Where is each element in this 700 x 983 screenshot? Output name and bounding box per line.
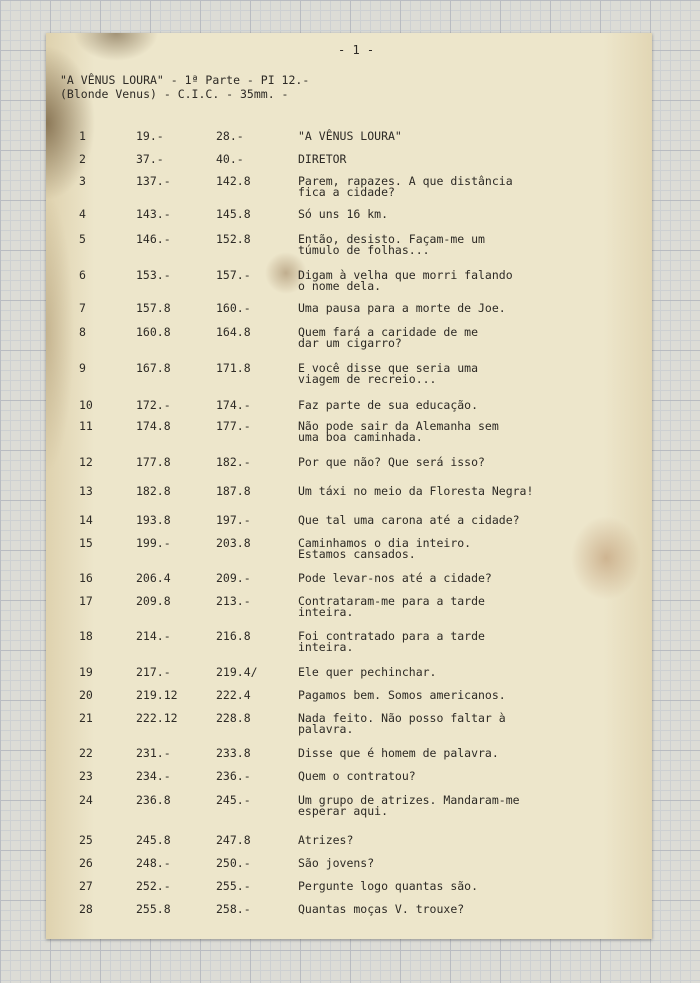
timecode-end: 255.- — [216, 879, 251, 893]
row-number: 8 — [79, 325, 86, 339]
row-number: 13 — [79, 484, 93, 498]
row-number: 10 — [79, 398, 93, 412]
row-number: 7 — [79, 301, 86, 315]
timecode-start: 234.- — [136, 769, 171, 783]
row-number: 18 — [79, 629, 93, 643]
timecode-end: 219.4/ — [216, 665, 258, 679]
timecode-end: 187.8 — [216, 484, 251, 498]
row-number: 20 — [79, 688, 93, 702]
timecode-start: 177.8 — [136, 455, 171, 469]
timecode-start: 37.- — [136, 152, 164, 166]
timecode-end: 216.8 — [216, 629, 251, 643]
row-number: 25 — [79, 833, 93, 847]
timecode-end: 197.- — [216, 513, 251, 527]
row-number: 6 — [79, 268, 86, 282]
subtitle-text: Foi contratado para a tarde inteira. — [298, 629, 485, 654]
timecode-start: 19.- — [136, 129, 164, 143]
timecode-start: 217.- — [136, 665, 171, 679]
subtitle-text: Que tal uma carona até a cidade? — [298, 513, 520, 527]
row-number: 9 — [79, 361, 86, 375]
timecode-start: 157.8 — [136, 301, 171, 315]
subtitle-text: Pagamos bem. Somos americanos. — [298, 688, 506, 702]
row-number: 27 — [79, 879, 93, 893]
timecode-start: 236.8 — [136, 793, 171, 807]
timecode-end: 164.8 — [216, 325, 251, 339]
subtitle-text: Digam à velha que morri falando o nome dela. — [298, 268, 513, 293]
timecode-end: 247.8 — [216, 833, 251, 847]
timecode-start: 172.- — [136, 398, 171, 412]
timecode-end: 142.8 — [216, 174, 251, 188]
subtitle-text: Quem o contratou? — [298, 769, 416, 783]
subtitle-text: Quantas moças V. trouxe? — [298, 902, 465, 916]
timecode-start: 255.8 — [136, 902, 171, 916]
subtitle-text: Faz parte de sua educação. — [298, 398, 479, 412]
timecode-end: 177.- — [216, 419, 251, 433]
subtitle-text: Nada feito. Não posso faltar à palavra. — [298, 711, 506, 736]
typewritten-page — [46, 33, 652, 939]
subtitle-text: Parem, rapazes. A que distância fica a cidade? — [298, 174, 513, 199]
subtitle-text: Um grupo de atrizes. Mandaram-me esperar aqui. — [298, 793, 520, 818]
timecode-end: 245.- — [216, 793, 251, 807]
subtitle-text: Então, desisto. Façam-me um túmulo de folhas... — [298, 232, 485, 257]
timecode-start: 137.- — [136, 174, 171, 188]
timecode-end: 145.8 — [216, 207, 251, 221]
timecode-start: 206.4 — [136, 571, 171, 585]
row-number: 14 — [79, 513, 93, 527]
subtitle-text: Pergunte logo quantas são. — [298, 879, 479, 893]
subtitle-text: E você disse que seria uma viagem de recreio... — [298, 361, 479, 386]
timecode-start: 209.8 — [136, 594, 171, 608]
row-number: 21 — [79, 711, 93, 725]
timecode-end: 28.- — [216, 129, 244, 143]
subtitle-text: Atrizes? — [298, 833, 354, 847]
row-number: 19 — [79, 665, 93, 679]
timecode-end: 222.4 — [216, 688, 251, 702]
row-number: 16 — [79, 571, 93, 585]
row-number: 23 — [79, 769, 93, 783]
header-subtitle-line: (Blonde Venus) - C.I.C. - 35mm. - — [60, 87, 289, 101]
row-number: 12 — [79, 455, 93, 469]
row-number: 5 — [79, 232, 86, 246]
subtitle-text: Por que não? Que será isso? — [298, 455, 485, 469]
row-number: 28 — [79, 902, 93, 916]
subtitle-text: Uma pausa para a morte de Joe. — [298, 301, 506, 315]
timecode-start: 143.- — [136, 207, 171, 221]
row-number: 26 — [79, 856, 93, 870]
page-number: - 1 - — [338, 43, 375, 57]
subtitle-text: DIRETOR — [298, 152, 347, 166]
timecode-start: 245.8 — [136, 833, 171, 847]
row-number: 3 — [79, 174, 86, 188]
subtitle-text: Caminhamos o dia inteiro. Estamos cansados. — [298, 536, 472, 561]
row-number: 24 — [79, 793, 93, 807]
timecode-end: 233.8 — [216, 746, 251, 760]
timecode-start: 167.8 — [136, 361, 171, 375]
timecode-end: 171.8 — [216, 361, 251, 375]
subtitle-text: São jovens? — [298, 856, 375, 870]
row-number: 11 — [79, 419, 93, 433]
subtitle-text: Contrataram-me para a tarde inteira. — [298, 594, 485, 619]
timecode-start: 153.- — [136, 268, 171, 282]
row-number: 22 — [79, 746, 93, 760]
row-number: 17 — [79, 594, 93, 608]
timecode-start: 248.- — [136, 856, 171, 870]
subtitle-text: Pode levar-nos até a cidade? — [298, 571, 492, 585]
subtitle-text: Só uns 16 km. — [298, 207, 389, 221]
timecode-start: 222.12 — [136, 711, 178, 725]
timecode-end: 182.- — [216, 455, 251, 469]
timecode-end: 40.- — [216, 152, 244, 166]
timecode-end: 228.8 — [216, 711, 251, 725]
subtitle-text: Um táxi no meio da Floresta Negra! — [298, 484, 534, 498]
timecode-end: 250.- — [216, 856, 251, 870]
timecode-end: 213.- — [216, 594, 251, 608]
timecode-end: 203.8 — [216, 536, 251, 550]
header-title-line: "A VÊNUS LOURA" - 1ª Parte - PI 12.- — [60, 73, 310, 87]
timecode-start: 182.8 — [136, 484, 171, 498]
timecode-start: 174.8 — [136, 419, 171, 433]
timecode-start: 160.8 — [136, 325, 171, 339]
row-number: 1 — [79, 129, 86, 143]
timecode-start: 252.- — [136, 879, 171, 893]
timecode-end: 209.- — [216, 571, 251, 585]
timecode-end: 160.- — [216, 301, 251, 315]
row-number: 15 — [79, 536, 93, 550]
timecode-start: 214.- — [136, 629, 171, 643]
timecode-start: 199.- — [136, 536, 171, 550]
timecode-end: 258.- — [216, 902, 251, 916]
subtitle-text: Quem fará a caridade de me dar um cigarro? — [298, 325, 479, 350]
subtitle-text: Disse que é homem de palavra. — [298, 746, 499, 760]
timecode-start: 231.- — [136, 746, 171, 760]
timecode-end: 152.8 — [216, 232, 251, 246]
timecode-end: 157.- — [216, 268, 251, 282]
subtitle-text: "A VÊNUS LOURA" — [298, 129, 402, 143]
timecode-start: 193.8 — [136, 513, 171, 527]
row-number: 2 — [79, 152, 86, 166]
subtitle-text: Não pode sair da Alemanha sem uma boa caminhada. — [298, 419, 499, 444]
timecode-start: 146.- — [136, 232, 171, 246]
timecode-end: 236.- — [216, 769, 251, 783]
timecode-end: 174.- — [216, 398, 251, 412]
row-number: 4 — [79, 207, 86, 221]
subtitle-text: Ele quer pechinchar. — [298, 665, 437, 679]
timecode-start: 219.12 — [136, 688, 178, 702]
